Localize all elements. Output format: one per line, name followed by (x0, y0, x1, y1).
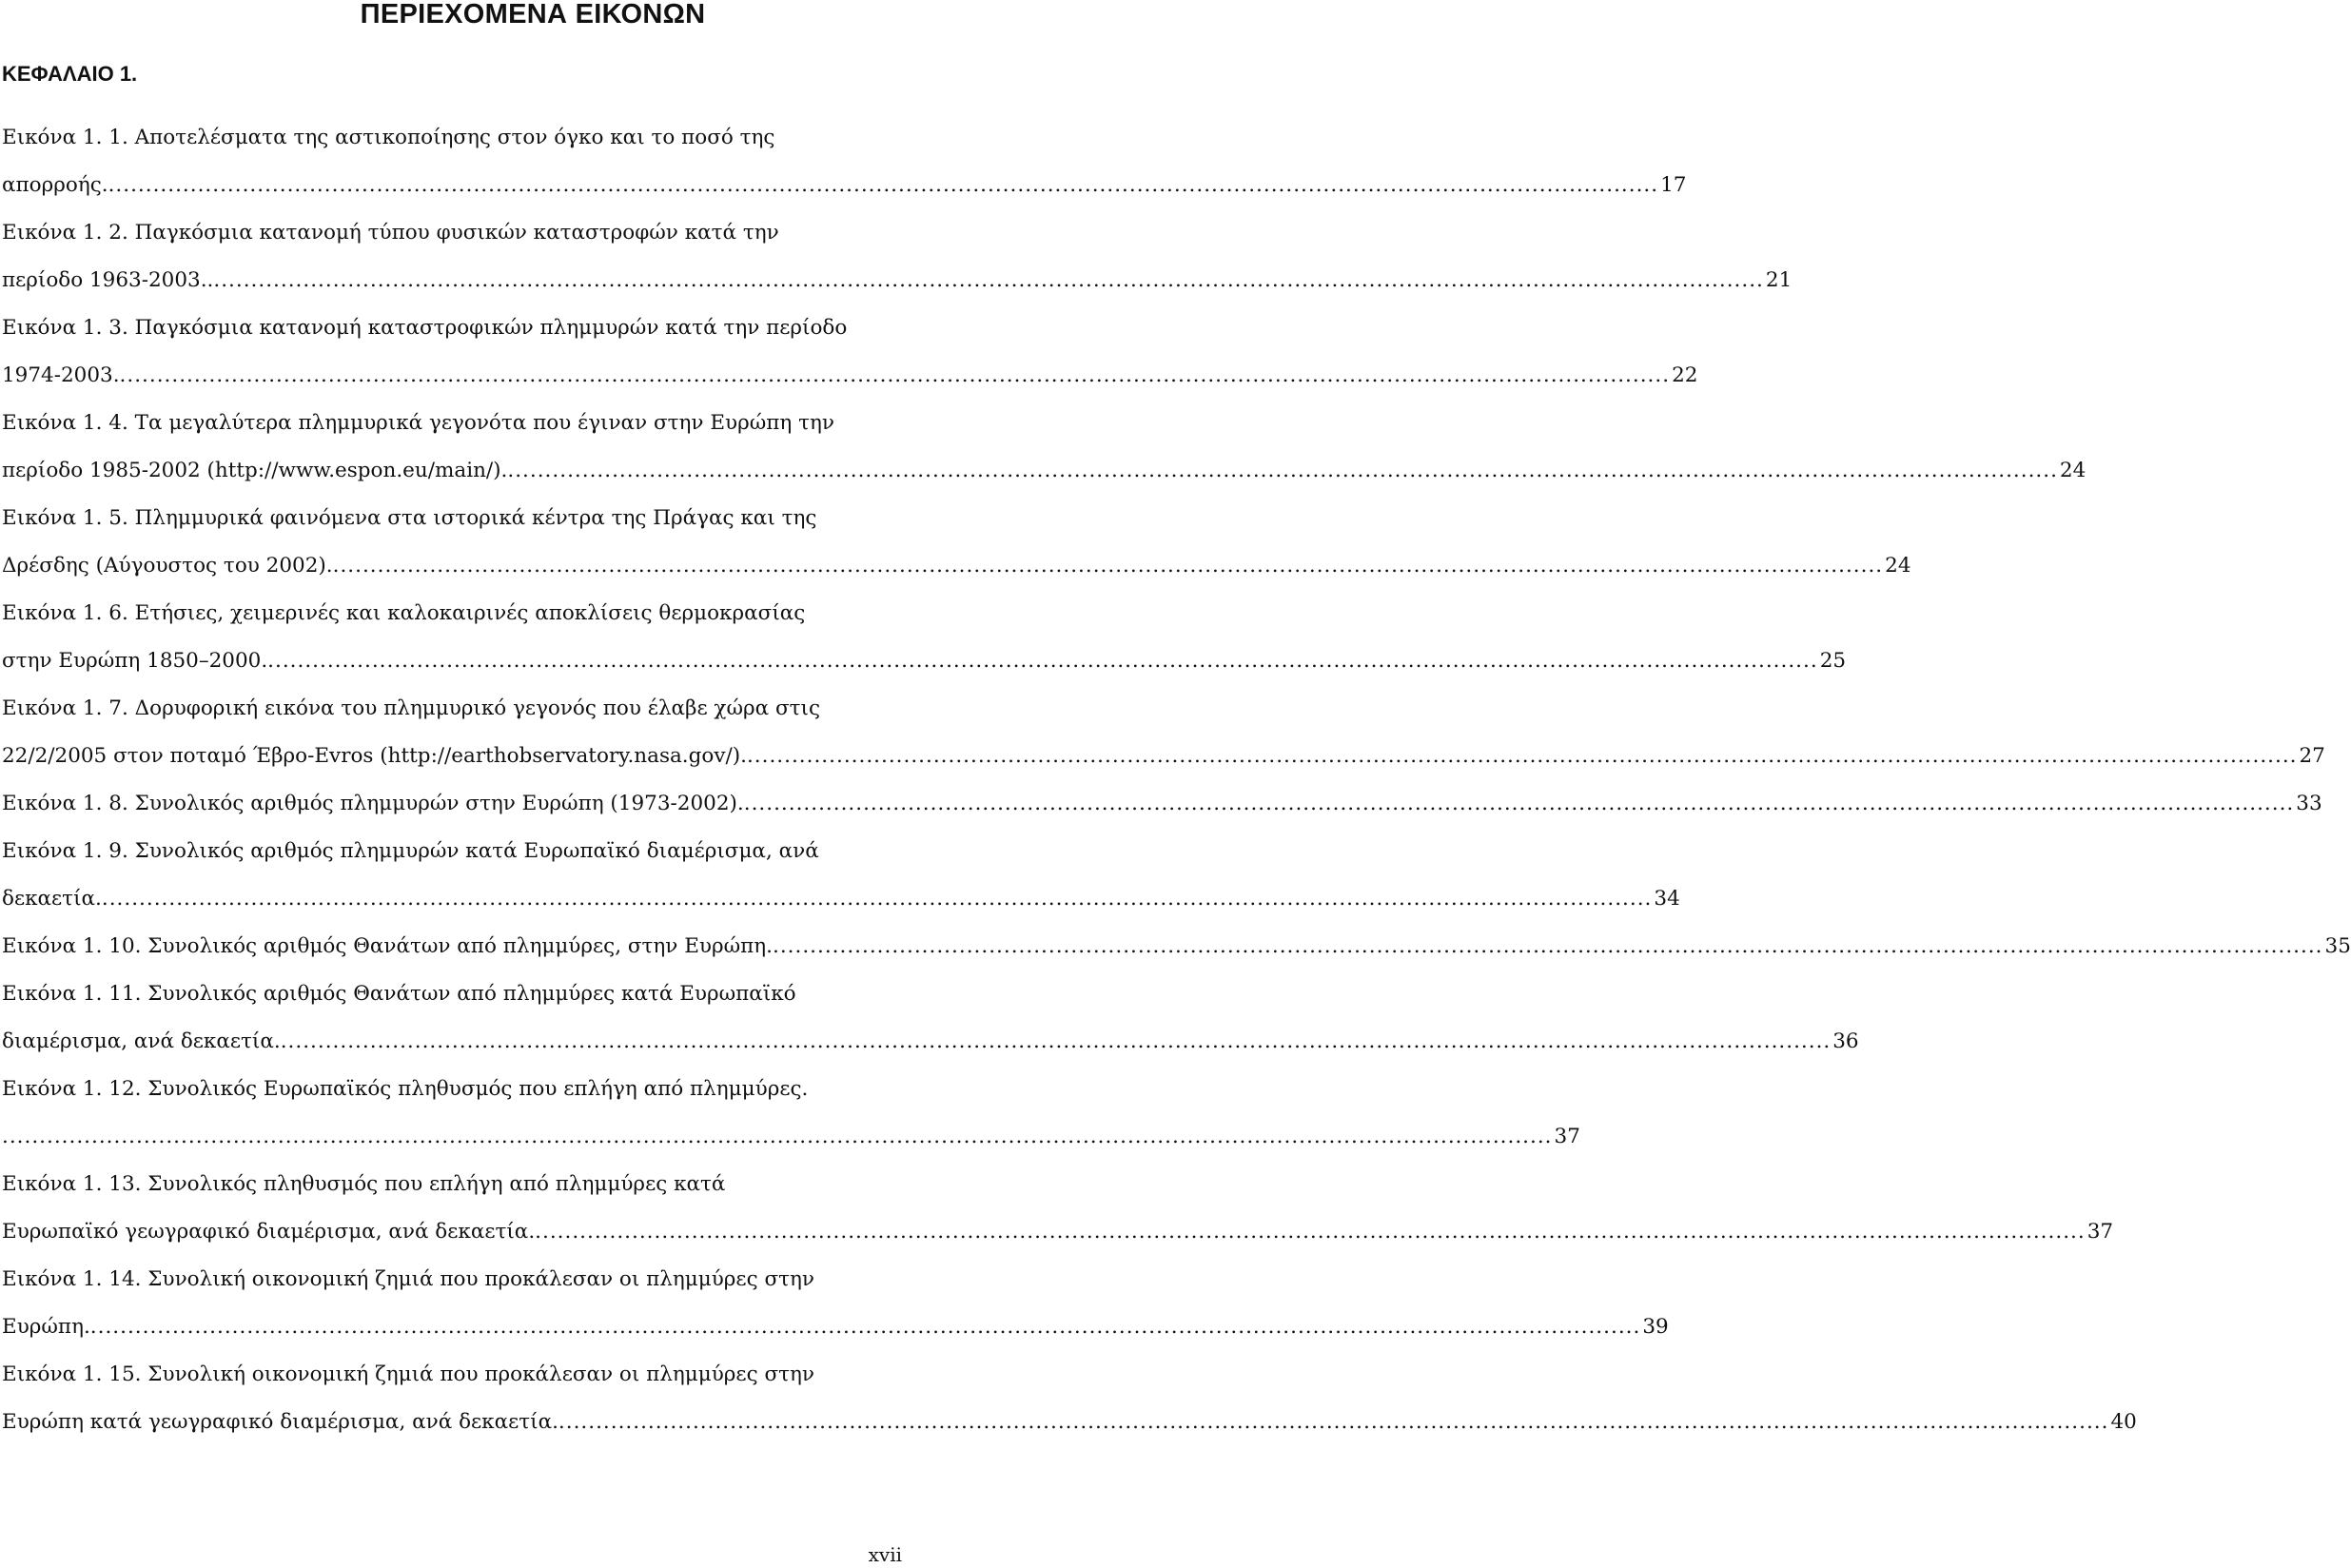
entry-leader-line (2, 1303, 1669, 1351)
dot-leader (120, 352, 1671, 400)
dot-leader (267, 637, 1818, 685)
entry-leader-line (2, 1018, 1859, 1066)
dot-leader (744, 780, 2295, 828)
entry-page-number: 35 (2324, 934, 2351, 958)
entry-leader-line (2, 923, 2351, 970)
entry-page-number: 24 (1885, 554, 1911, 578)
figure-entry[interactable] (2, 923, 2351, 970)
figure-entry[interactable] (2, 495, 1911, 590)
figure-entry[interactable] (2, 400, 2087, 495)
chapter-heading: ΚΕΦΑΛΑΙΟ 1. (2, 62, 138, 86)
entry-caption-line: Εικόνα 1. 9. Συνολικός αριθμός πλημμυρών κατά Ευρωπαϊκό διαμέρισμα, ανά (2, 839, 819, 863)
entry-page-number: 27 (2299, 744, 2325, 768)
entry-caption-continuation: δεκαετία. (2, 887, 102, 911)
figure-entry[interactable] (2, 209, 1793, 304)
dot-leader (535, 1208, 2086, 1256)
dot-leader (773, 923, 2323, 970)
figure-entry[interactable] (2, 1161, 2114, 1256)
dot-leader (558, 1399, 2109, 1446)
entry-caption-continuation: Εικόνα 1. 8. Συνολικός αριθμός πλημμυρών στην Ευρώπη (1973-2002). (2, 792, 744, 815)
entry-page-number: 36 (1832, 1029, 1859, 1053)
entry-caption-continuation: Ευρώπη κατά γεωγραφικό διαμέρισμα, ανά δεκαετία. (2, 1410, 558, 1434)
entry-caption-continuation: στην Ευρώπη 1850–2000. (2, 649, 268, 673)
entry-leader-line (2, 257, 1793, 304)
entry-caption-continuation: Ευρωπαϊκό γεωγραφικό διαμέρισμα, ανά δεκαετία. (2, 1220, 536, 1244)
dot-leader (108, 162, 1659, 209)
entry-page-number: 40 (2110, 1410, 2137, 1434)
figure-entry[interactable] (2, 590, 1847, 685)
entry-caption-line: Εικόνα 1. 7. Δορυφορική εικόνα του πλημμυρικό γεγονός που έλαβε χώρα στις (2, 696, 821, 720)
entry-caption-continuation: περίοδο 1985-2002 (http://www.espon.eu/main/). (2, 459, 508, 482)
entry-leader-line (2, 637, 1847, 685)
figure-entry[interactable] (2, 304, 1698, 400)
entry-caption-line: Εικόνα 1. 1. Αποτελέσματα της αστικοποίησης στον όγκο και το ποσό της (2, 126, 775, 149)
figure-entry[interactable] (2, 828, 1680, 923)
entry-caption-line: Εικόνα 1. 5. Πλημμυρικά φαινόμενα στα ιστορικά κέντρα της Πράγας και της (2, 506, 817, 530)
entry-caption-line: Εικόνα 1. 12. Συνολικός Ευρωπαϊκός πληθυσμός που επλήγη από πλημμύρες. (2, 1077, 809, 1101)
entry-page-number: 33 (2296, 792, 2322, 815)
entry-leader-line (2, 447, 2087, 495)
entry-leader-line (2, 875, 1680, 923)
entry-page-number: 24 (2059, 459, 2087, 482)
entry-page-number: 21 (1765, 268, 1793, 292)
entry-page-number: 34 (1654, 887, 1680, 911)
dot-leader (281, 1018, 1832, 1066)
entry-caption-line: Εικόνα 1. 6. Ετήσιες, χειμερινές και καλοκαιρινές αποκλίσεις θερμοκρασίας (2, 601, 806, 625)
entry-leader-line (2, 352, 1698, 400)
figure-entry[interactable] (2, 970, 1859, 1066)
entry-leader-line (2, 733, 2325, 780)
page-title: ΠΕΡΙΕΧΟΜΕΝΑ ΕΙΚΟΝΩΝ (360, 0, 706, 29)
dot-leader (333, 542, 1884, 590)
entry-caption-continuation: απορροής. (2, 173, 108, 197)
entry-caption-continuation: Ευρώπη. (2, 1315, 90, 1339)
figure-entry[interactable] (2, 114, 1687, 209)
entry-page-number: 37 (1554, 1125, 1580, 1148)
figure-entry[interactable] (2, 1256, 1669, 1351)
entry-page-number: 25 (1819, 649, 1847, 673)
entry-page-number: 22 (1672, 363, 1698, 387)
entry-caption-continuation: περίοδο 1963-2003.. (2, 268, 214, 292)
entry-caption-line: Εικόνα 1. 15. Συνολική οικονομική ζημιά που προκάλεσαν οι πλημμύρες στην (2, 1362, 814, 1386)
dot-leader (747, 733, 2298, 780)
figure-entry[interactable] (2, 1351, 2137, 1446)
figure-list (2, 114, 2351, 1446)
dot-leader (90, 1303, 1641, 1351)
entry-caption-line: Εικόνα 1. 11. Συνολικός αριθμός Θανάτων από πλημμύρες κατά Ευρωπαϊκό (2, 982, 796, 1006)
figure-entry[interactable] (2, 1066, 1580, 1161)
entry-page-number: 37 (2087, 1220, 2114, 1244)
entry-caption-line: Εικόνα 1. 13. Συνολικός πληθυσμός που επλήγη από πλημμύρες κατά (2, 1172, 726, 1196)
entry-leader-line (2, 162, 1687, 209)
entry-caption-continuation: διαμέρισμα, ανά δεκαετία. (2, 1029, 281, 1053)
dot-leader (507, 447, 2058, 495)
figure-entry[interactable] (2, 685, 2325, 780)
entry-caption-continuation: Δρέσδης (Αύγουστος του 2002). (2, 554, 333, 578)
entry-leader-line (2, 1113, 1580, 1161)
entry-leader-line (2, 542, 1911, 590)
entry-caption-continuation: 22/2/2005 στον ποταμό Έβρο-Evros (http://earthobservatory.nasa.gov/). (2, 744, 747, 768)
entry-caption-continuation: Εικόνα 1. 10. Συνολικός αριθμός Θανάτων από πλημμύρες, στην Ευρώπη. (2, 934, 773, 958)
dot-leader (2, 1113, 1553, 1161)
entry-page-number: 39 (1642, 1315, 1669, 1339)
entry-caption-continuation: 1974-2003. (2, 363, 120, 387)
entry-leader-line (2, 1208, 2114, 1256)
figure-entry[interactable] (2, 780, 2322, 828)
dot-leader (213, 257, 1764, 304)
entry-caption-line: Εικόνα 1. 2. Παγκόσμια κατανομή τύπου φυσικών καταστροφών κατά την (2, 221, 779, 245)
dot-leader (102, 875, 1653, 923)
entry-caption-line: Εικόνα 1. 4. Τα μεγαλύτερα πλημμυρικά γεγονότα που έγιναν στην Ευρώπη την (2, 411, 834, 435)
entry-page-number: 17 (1660, 173, 1687, 197)
entry-leader-line (2, 780, 2322, 828)
entry-caption-line: Εικόνα 1. 3. Παγκόσμια κατανομή καταστροφικών πλημμυρών κατά την περίοδο (2, 316, 848, 340)
entry-leader-line (2, 1399, 2137, 1446)
page-number: xvii (868, 1543, 902, 1566)
entry-caption-line: Εικόνα 1. 14. Συνολική οικονομική ζημιά που προκάλεσαν οι πλημμύρες στην (2, 1267, 814, 1291)
